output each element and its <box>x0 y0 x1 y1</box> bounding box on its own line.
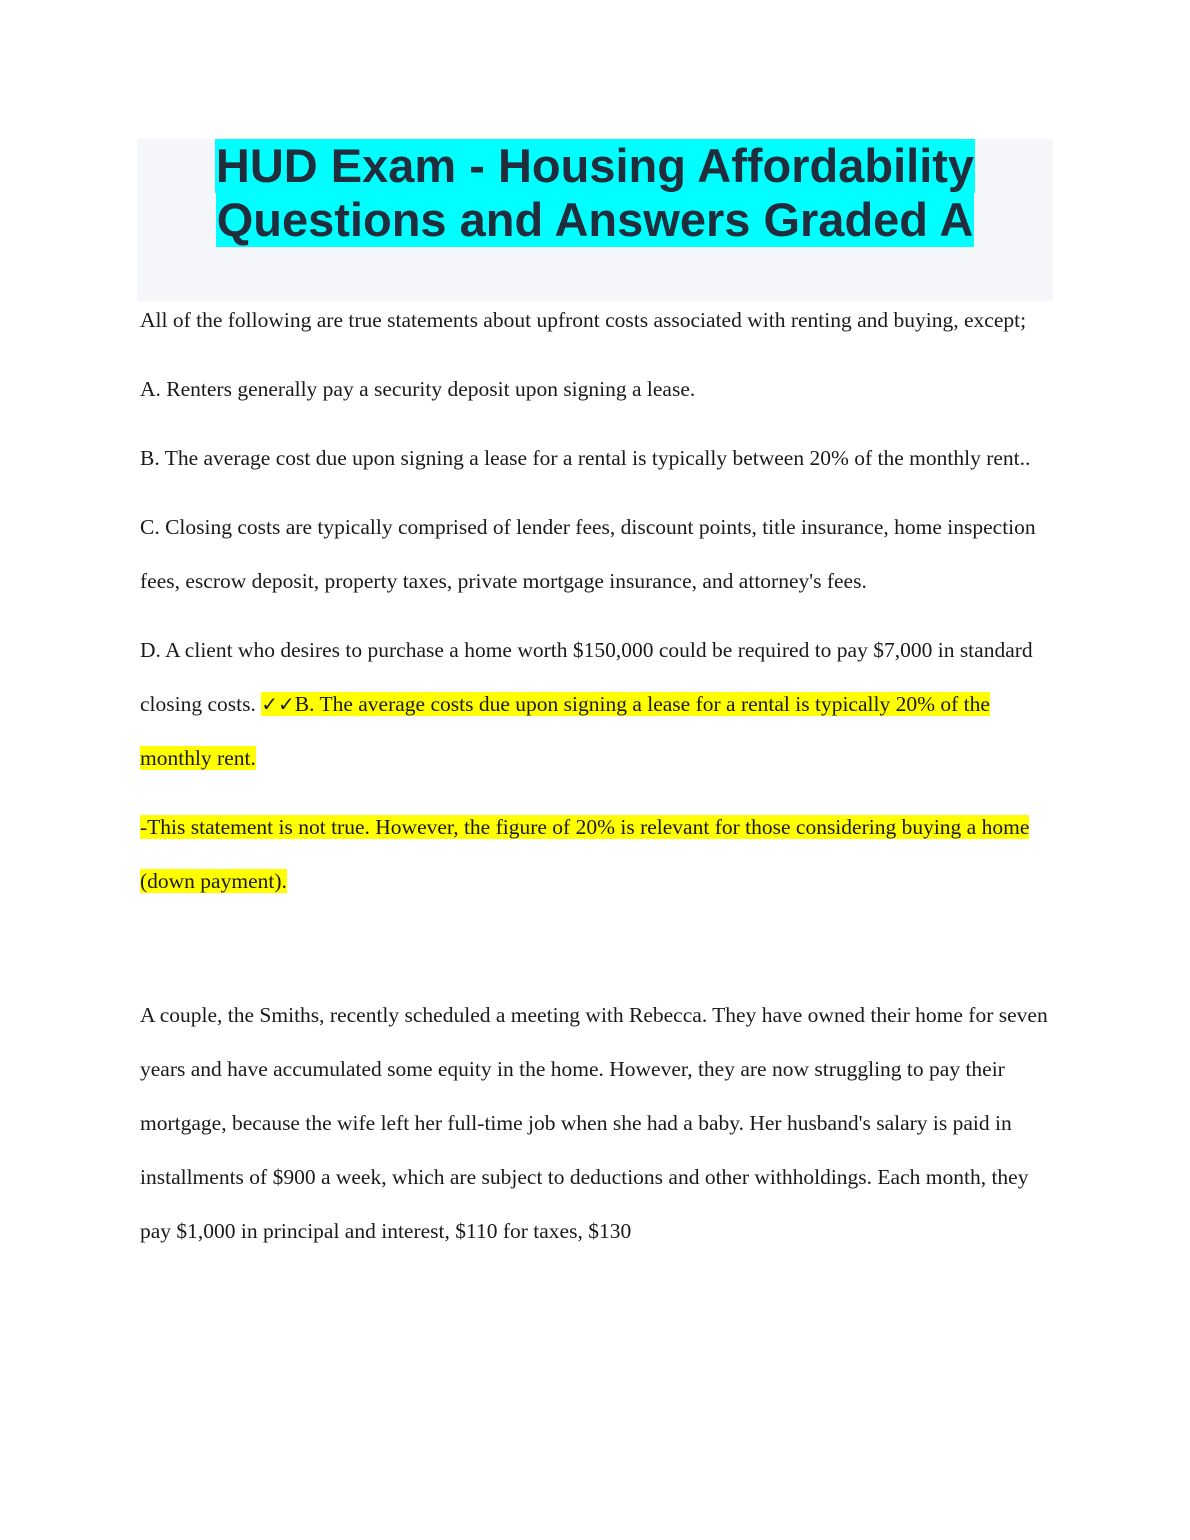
check-mark-icon: ✓✓ <box>261 692 295 716</box>
answer-highlight <box>140 692 990 770</box>
title-line-1: HUD Exam - Housing Affordability <box>215 139 975 192</box>
spacer <box>140 923 1055 988</box>
answer-text: B. The average costs due upon signing a lease for a rental is typically 20% of the monthly rent. <box>140 692 990 770</box>
question-1-option-a: A. Renters generally pay a security deposit upon signing a lease. <box>140 377 696 401</box>
document-title <box>137 139 1053 247</box>
option-d-text: D. A client who desires to purchase a home worth $150,000 could be required to pay $7,000 in standard closing costs. <box>140 638 1033 716</box>
explanation-text: -This statement is not true. However, the figure of 20% is relevant for those considering buying a home (down payment). <box>140 815 1030 893</box>
question-1-option-b: B. The average cost due upon signing a lease for a rental is typically between 20% of the monthly rent.. <box>140 446 1031 470</box>
question-1-option-c: C. Closing costs are typically comprised of lender fees, discount points, title insurance, home inspection fees, escrow deposit, property taxes, private mortgage insurance, and attorney's fees. <box>140 515 1036 593</box>
question-1-option-d <box>140 623 1055 785</box>
title-line-2: Questions and Answers Graded A <box>216 193 974 246</box>
question-1-stem: All of the following are true statements about upfront costs associated with renting and buying, except; <box>140 308 1027 332</box>
question-1-explanation <box>140 800 1055 908</box>
document-body <box>140 293 1055 1273</box>
title-block <box>137 139 1053 301</box>
question-2-stem: A couple, the Smiths, recently scheduled a meeting with Rebecca. They have owned their home for seven years and have accumulated some equity in the home. However, they are now struggling to pay their mortgage, because the wife left her full-time job when she had a baby. Her husband's salary is paid in installments of $900 a week, which are subject to deductions and other withholdings. Each month, they pay $1,000 in principal and interest, $110 for taxes, $130 <box>140 1003 1048 1243</box>
